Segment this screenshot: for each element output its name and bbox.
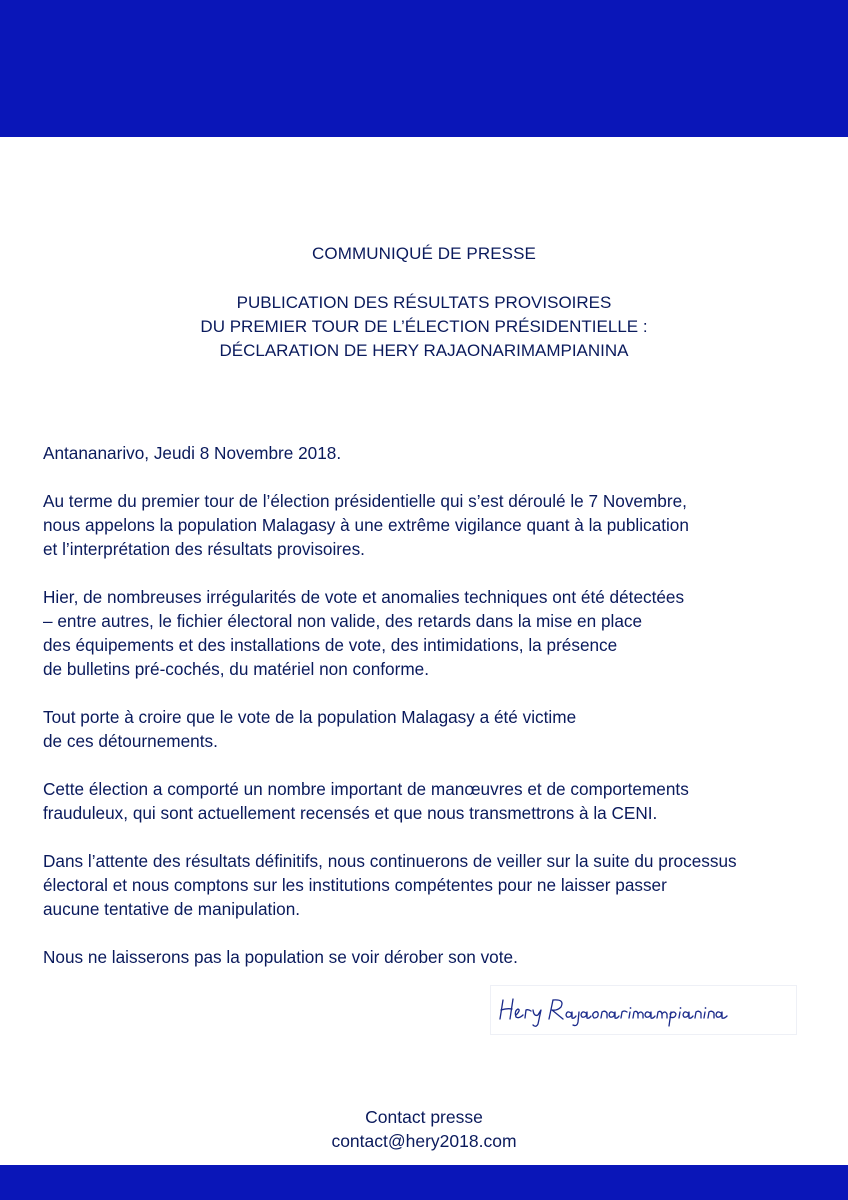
headline-line-1: PUBLICATION DES RÉSULTATS PROVISOIRES [236, 293, 612, 312]
paragraph-4 [43, 777, 833, 825]
paragraph-line: Tout porte à croire que le vote de la population Malagasy a été victime [43, 707, 577, 727]
paragraph-line: nous appelons la population Malagasy à une extrême vigilance quant à la publication [43, 515, 689, 535]
paragraph-2 [43, 585, 833, 681]
press-release-label: COMMUNIQUÉ DE PRESSE [312, 244, 536, 263]
body-text [43, 441, 833, 993]
signature-image [491, 986, 796, 1034]
handwritten-signature [490, 985, 797, 1035]
paragraph-line: Hier, de nombreuses irrégularités de vote et anomalies techniques ont été détectées [43, 587, 685, 607]
paragraph-5 [43, 849, 833, 921]
paragraph-line: et l’interprétation des résultats provisoires. [43, 539, 365, 559]
headline-line-3: DÉCLARATION DE HERY RAJAONARIMAMPIANINA [219, 341, 629, 360]
paragraph-line: frauduleux, qui sont actuellement recensés et que nous transmettrons à la CENI. [43, 803, 658, 823]
paragraph-line: Au terme du premier tour de l’élection présidentielle qui s’est déroulé le 7 Novembre, [43, 491, 687, 511]
paragraph-6 [43, 945, 833, 969]
paragraph-line: Dans l’attente des résultats définitifs, nous continuerons de veiller sur la suite du processus [43, 851, 737, 871]
paragraph-3 [43, 705, 833, 753]
paragraph-line: Cette élection a comporté un nombre important de manœuvres et de comportements [43, 779, 689, 799]
contact-email[interactable]: contact@hery2018.com [331, 1131, 517, 1151]
press-contact [0, 1105, 848, 1153]
paragraph-line: aucune tentative de manipulation. [43, 899, 301, 919]
paragraph-line: des équipements et des installations de vote, des intimidations, la présence [43, 635, 618, 655]
paragraph-line: de bulletins pré-cochés, du matériel non conforme. [43, 659, 429, 679]
contact-label: Contact presse [365, 1107, 483, 1127]
dateline-text: Antananarivo, Jeudi 8 Novembre 2018. [43, 443, 342, 463]
headline-line-2: DU PREMIER TOUR DE L’ÉLECTION PRÉSIDENTIELLE : [200, 317, 648, 336]
paragraph-line: de ces détournements. [43, 731, 218, 751]
paragraph-1 [43, 489, 833, 561]
paragraph-line: – entre autres, le fichier électoral non valide, des retards dans la mise en place [43, 611, 643, 631]
paragraph-line: électoral et nous comptons sur les institutions compétentes pour ne laisser passer [43, 875, 667, 895]
bottom-color-band [0, 1165, 848, 1200]
headline [0, 291, 848, 363]
dateline [43, 441, 833, 465]
paragraph-line: Nous ne laisserons pas la population se voir dérober son vote. [43, 947, 518, 967]
top-color-band [0, 0, 848, 137]
